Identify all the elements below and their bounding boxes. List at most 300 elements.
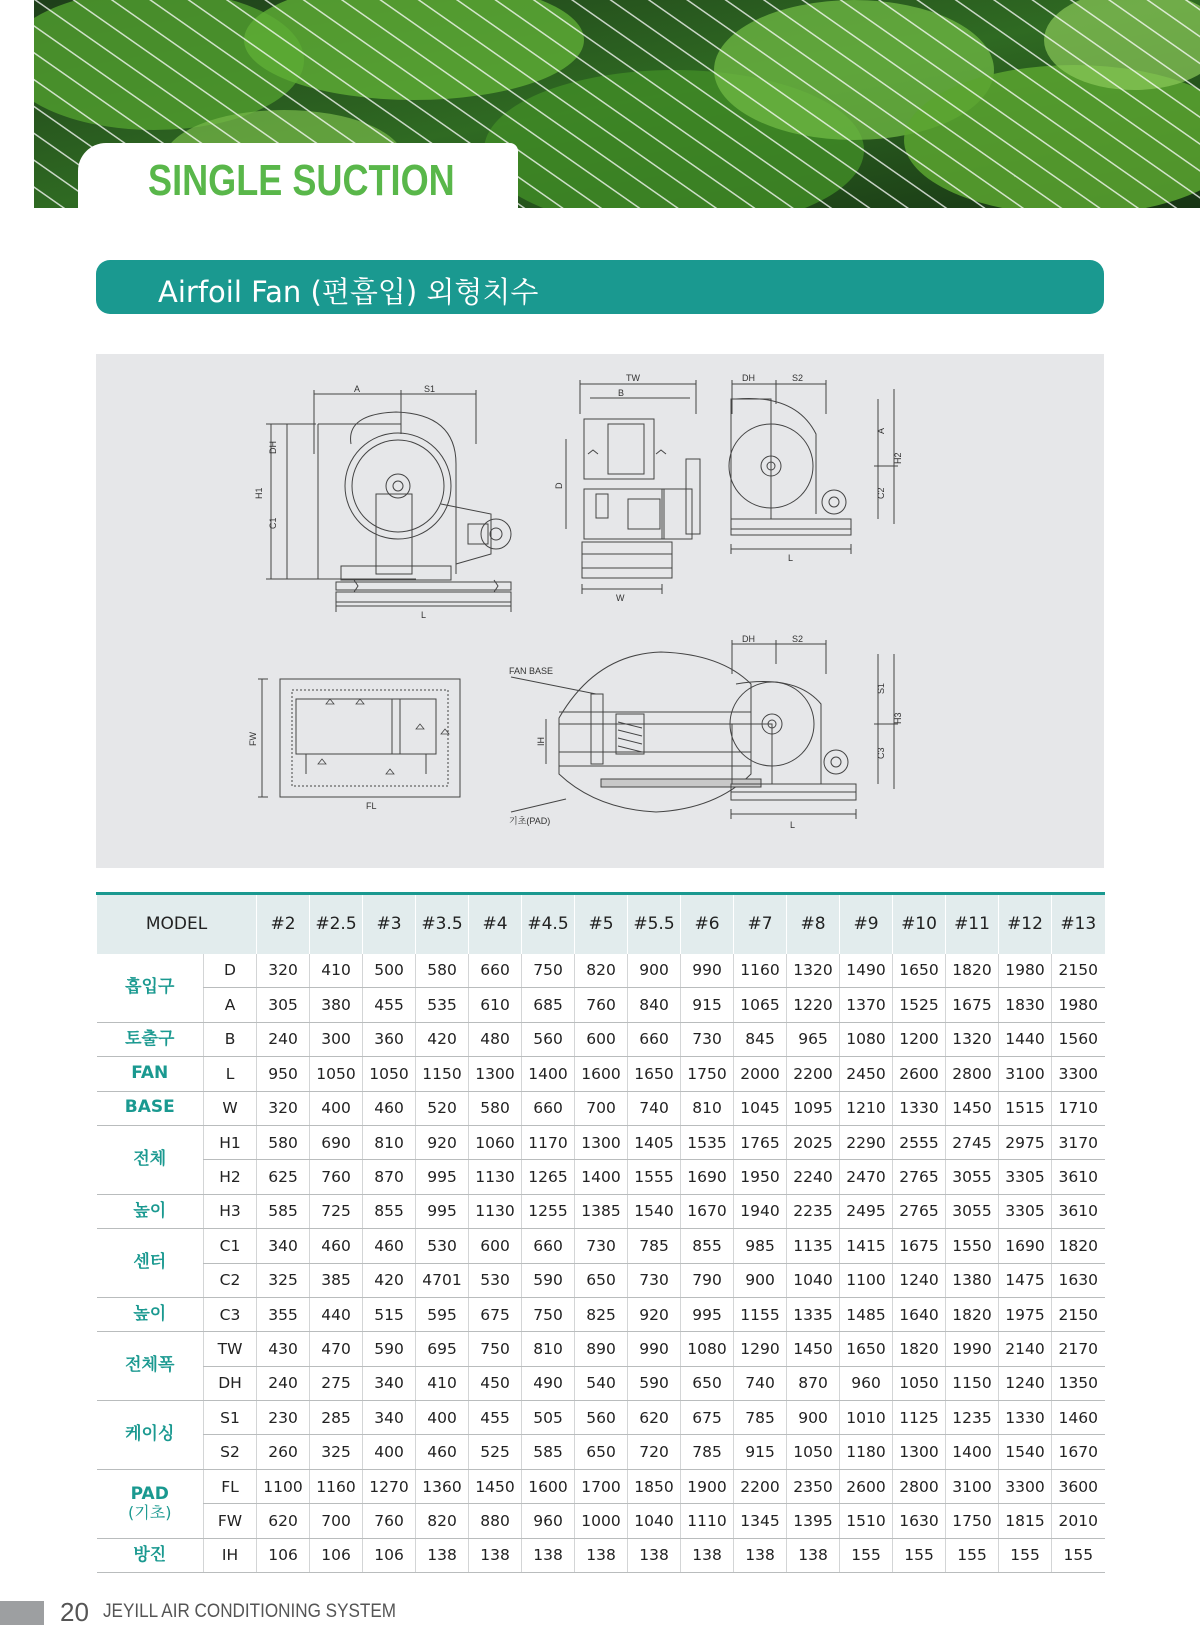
table-cell: 490 bbox=[522, 1366, 575, 1400]
row-category bbox=[97, 1332, 204, 1401]
dim-label-fl: FL bbox=[366, 801, 377, 811]
table-cell: 1750 bbox=[681, 1057, 734, 1091]
table-cell: 3170 bbox=[1052, 1125, 1105, 1159]
table-cell: 1050 bbox=[893, 1366, 946, 1400]
table-cell: 520 bbox=[416, 1091, 469, 1125]
table-cell: 1385 bbox=[575, 1194, 628, 1228]
row-symbol: A bbox=[204, 988, 257, 1022]
table-cell: 1820 bbox=[946, 954, 999, 988]
row-symbol: C2 bbox=[204, 1263, 257, 1297]
table-row bbox=[97, 1469, 1105, 1503]
row-symbol: W bbox=[204, 1091, 257, 1125]
table-cell: 685 bbox=[522, 988, 575, 1022]
table-cell: 1475 bbox=[999, 1263, 1052, 1297]
table-cell: 1235 bbox=[946, 1401, 999, 1435]
table-cell: 660 bbox=[522, 1091, 575, 1125]
table-cell: 1560 bbox=[1052, 1022, 1105, 1056]
table-cell: 155 bbox=[946, 1538, 999, 1572]
table-row bbox=[97, 1160, 1105, 1194]
table-cell: 460 bbox=[416, 1435, 469, 1469]
table-cell: 995 bbox=[416, 1160, 469, 1194]
table-cell: 1690 bbox=[681, 1160, 734, 1194]
table-cell: 660 bbox=[522, 1229, 575, 1263]
table-cell: 420 bbox=[363, 1263, 416, 1297]
table-cell: 760 bbox=[575, 988, 628, 1022]
table-cell: 1670 bbox=[1052, 1435, 1105, 1469]
table-cell: 950 bbox=[257, 1057, 310, 1091]
table-cell: 700 bbox=[575, 1091, 628, 1125]
table-cell: 725 bbox=[310, 1194, 363, 1228]
table-cell: 3055 bbox=[946, 1194, 999, 1228]
table-cell: 1370 bbox=[840, 988, 893, 1022]
row-category-sublabel: (기초) bbox=[128, 1503, 172, 1523]
table-cell: 2200 bbox=[787, 1057, 840, 1091]
table-cell: 155 bbox=[840, 1538, 893, 1572]
table-cell: 2555 bbox=[893, 1125, 946, 1159]
table-cell: 1255 bbox=[522, 1194, 575, 1228]
table-cell: 2470 bbox=[840, 1160, 893, 1194]
fan-base-label: FAN BASE bbox=[509, 666, 554, 676]
table-cell: 1450 bbox=[946, 1091, 999, 1125]
row-category bbox=[97, 1469, 204, 1538]
table-cell: 2765 bbox=[893, 1160, 946, 1194]
table-cell: 480 bbox=[469, 1022, 522, 1056]
table-cell: 2450 bbox=[840, 1057, 893, 1091]
table-cell: 1050 bbox=[310, 1057, 363, 1091]
table-cell: 138 bbox=[575, 1538, 628, 1572]
table-cell: 1110 bbox=[681, 1504, 734, 1538]
table-cell: 106 bbox=[363, 1538, 416, 1572]
model-column-header: #9 bbox=[840, 894, 893, 954]
table-cell: 3610 bbox=[1052, 1194, 1105, 1228]
row-category-label: PAD bbox=[130, 1483, 169, 1504]
table-cell: 440 bbox=[310, 1297, 363, 1331]
row-category-label: 방진 bbox=[133, 1544, 167, 1565]
row-symbol: H3 bbox=[204, 1194, 257, 1228]
row-symbol: B bbox=[204, 1022, 257, 1056]
table-cell: 890 bbox=[575, 1332, 628, 1366]
table-cell: 1490 bbox=[840, 954, 893, 988]
dim-label-h2: H2 bbox=[893, 452, 903, 464]
table-cell: 155 bbox=[999, 1538, 1052, 1572]
table-cell: 590 bbox=[628, 1366, 681, 1400]
dim-label-ih: IH bbox=[536, 737, 546, 746]
table-cell: 720 bbox=[628, 1435, 681, 1469]
table-cell: 810 bbox=[681, 1091, 734, 1125]
table-cell: 2025 bbox=[787, 1125, 840, 1159]
model-column-header: #7 bbox=[734, 894, 787, 954]
table-cell: 138 bbox=[734, 1538, 787, 1572]
table-cell: 560 bbox=[522, 1022, 575, 1056]
table-cell: 1540 bbox=[628, 1194, 681, 1228]
table-cell: 410 bbox=[416, 1366, 469, 1400]
table-cell: 690 bbox=[310, 1125, 363, 1159]
table-row bbox=[97, 988, 1105, 1022]
dim-label-l-2: L bbox=[788, 553, 794, 563]
table-cell: 2600 bbox=[893, 1057, 946, 1091]
table-cell: 2140 bbox=[999, 1332, 1052, 1366]
table-cell: 560 bbox=[575, 1401, 628, 1435]
isolator-detail-drawing bbox=[511, 652, 761, 812]
table-cell: 900 bbox=[787, 1401, 840, 1435]
table-cell: 460 bbox=[363, 1229, 416, 1263]
table-cell: 155 bbox=[1052, 1538, 1105, 1572]
row-symbol: C3 bbox=[204, 1297, 257, 1331]
row-category bbox=[97, 1401, 204, 1470]
dim-label-l-side: L bbox=[421, 610, 427, 620]
table-cell: 470 bbox=[310, 1332, 363, 1366]
row-category bbox=[97, 1194, 204, 1228]
table-cell: 1135 bbox=[787, 1229, 840, 1263]
table-cell: 590 bbox=[522, 1263, 575, 1297]
table-cell: 325 bbox=[310, 1435, 363, 1469]
table-cell: 2495 bbox=[840, 1194, 893, 1228]
table-cell: 1300 bbox=[575, 1125, 628, 1159]
pad-label: 기초(PAD) bbox=[509, 816, 551, 826]
table-cell: 960 bbox=[522, 1504, 575, 1538]
table-cell: 460 bbox=[310, 1229, 363, 1263]
table-cell: 106 bbox=[310, 1538, 363, 1572]
table-row bbox=[97, 1194, 1105, 1228]
table-cell: 1650 bbox=[893, 954, 946, 988]
table-cell: 900 bbox=[734, 1263, 787, 1297]
row-category-label: 센터 bbox=[133, 1252, 167, 1273]
row-category-label: 전체폭 bbox=[125, 1355, 175, 1376]
table-cell: 1150 bbox=[946, 1366, 999, 1400]
table-cell: 810 bbox=[522, 1332, 575, 1366]
table-row bbox=[97, 1332, 1105, 1366]
dimension-drawings bbox=[96, 354, 1104, 868]
row-category bbox=[97, 1229, 204, 1298]
table-cell: 2000 bbox=[734, 1057, 787, 1091]
table-row bbox=[97, 1125, 1105, 1159]
table-cell: 1670 bbox=[681, 1194, 734, 1228]
table-cell: 1335 bbox=[787, 1297, 840, 1331]
table-cell: 1540 bbox=[999, 1435, 1052, 1469]
table-cell: 920 bbox=[416, 1125, 469, 1159]
table-cell: 650 bbox=[575, 1263, 628, 1297]
table-cell: 750 bbox=[522, 954, 575, 988]
table-header-row bbox=[97, 894, 1105, 954]
table-cell: 1040 bbox=[787, 1263, 840, 1297]
table-row bbox=[97, 1297, 1105, 1331]
dim-label-a-2: A bbox=[876, 427, 886, 434]
table-cell: 1525 bbox=[893, 988, 946, 1022]
table-cell: 1380 bbox=[946, 1263, 999, 1297]
dim-label-c2: C2 bbox=[876, 487, 886, 499]
dim-label-dh-2: DH bbox=[742, 373, 755, 383]
model-column-header: #3 bbox=[363, 894, 416, 954]
table-cell: 785 bbox=[628, 1229, 681, 1263]
table-cell: 1460 bbox=[1052, 1401, 1105, 1435]
table-cell: 1675 bbox=[893, 1229, 946, 1263]
row-symbol: DH bbox=[204, 1366, 257, 1400]
table-body bbox=[97, 954, 1105, 1573]
table-row bbox=[97, 1229, 1105, 1263]
dim-label-h3: H3 bbox=[893, 712, 903, 724]
table-cell: 1600 bbox=[522, 1469, 575, 1503]
table-cell: 600 bbox=[575, 1022, 628, 1056]
table-cell: 1690 bbox=[999, 1229, 1052, 1263]
row-symbol: S2 bbox=[204, 1435, 257, 1469]
table-cell: 340 bbox=[257, 1229, 310, 1263]
table-cell: 845 bbox=[734, 1022, 787, 1056]
dim-label-s2-2: S2 bbox=[792, 634, 804, 644]
table-cell: 1210 bbox=[840, 1091, 893, 1125]
dim-label-b: B bbox=[618, 388, 625, 398]
table-cell: 155 bbox=[893, 1538, 946, 1572]
table-row bbox=[97, 1022, 1105, 1056]
table-cell: 625 bbox=[257, 1160, 310, 1194]
row-category bbox=[97, 954, 204, 1023]
table-cell: 455 bbox=[469, 1401, 522, 1435]
row-symbol: L bbox=[204, 1057, 257, 1091]
table-cell: 1980 bbox=[1052, 988, 1105, 1022]
table-cell: 1815 bbox=[999, 1504, 1052, 1538]
table-cell: 1400 bbox=[946, 1435, 999, 1469]
table-cell: 1050 bbox=[787, 1435, 840, 1469]
table-cell: 840 bbox=[628, 988, 681, 1022]
dim-label-s1-2: S1 bbox=[876, 682, 886, 694]
table-row bbox=[97, 954, 1105, 988]
table-cell: 620 bbox=[257, 1504, 310, 1538]
dim-label-c1: C1 bbox=[268, 517, 278, 529]
table-cell: 985 bbox=[734, 1229, 787, 1263]
table-row bbox=[97, 1366, 1105, 1400]
row-category bbox=[97, 1297, 204, 1331]
dim-label-fw: FW bbox=[248, 732, 258, 746]
table-cell: 740 bbox=[628, 1091, 681, 1125]
table-row bbox=[97, 1091, 1105, 1125]
table-cell: 1450 bbox=[469, 1469, 522, 1503]
dim-label-h1: H1 bbox=[254, 487, 264, 499]
table-cell: 915 bbox=[681, 988, 734, 1022]
table-cell: 1850 bbox=[628, 1469, 681, 1503]
row-symbol: H1 bbox=[204, 1125, 257, 1159]
table-cell: 870 bbox=[363, 1160, 416, 1194]
table-cell: 240 bbox=[257, 1022, 310, 1056]
table-cell: 420 bbox=[416, 1022, 469, 1056]
table-cell: 3305 bbox=[999, 1160, 1052, 1194]
model-column-header: #5.5 bbox=[628, 894, 681, 954]
table-cell: 1650 bbox=[628, 1057, 681, 1091]
row-category-label: 흡입구 bbox=[125, 976, 175, 997]
table-cell: 2010 bbox=[1052, 1504, 1105, 1538]
table-cell: 1130 bbox=[469, 1160, 522, 1194]
table-cell: 785 bbox=[681, 1435, 734, 1469]
table-cell: 1675 bbox=[946, 988, 999, 1022]
table-cell: 2240 bbox=[787, 1160, 840, 1194]
dim-label-a: A bbox=[354, 384, 361, 394]
front-view-drawing bbox=[566, 380, 700, 594]
table-cell: 3610 bbox=[1052, 1160, 1105, 1194]
table-cell: 590 bbox=[363, 1332, 416, 1366]
page-title: SINGLE SUCTION bbox=[148, 156, 455, 205]
table-cell: 360 bbox=[363, 1022, 416, 1056]
table-cell: 3055 bbox=[946, 1160, 999, 1194]
table-cell: 675 bbox=[469, 1297, 522, 1331]
table-cell: 785 bbox=[734, 1401, 787, 1435]
dim-label-w: W bbox=[616, 593, 625, 603]
table-cell: 995 bbox=[416, 1194, 469, 1228]
table-cell: 2765 bbox=[893, 1194, 946, 1228]
table-cell: 730 bbox=[575, 1229, 628, 1263]
table-cell: 540 bbox=[575, 1366, 628, 1400]
table-cell: 515 bbox=[363, 1297, 416, 1331]
table-cell: 610 bbox=[469, 988, 522, 1022]
table-row bbox=[97, 1263, 1105, 1297]
table-cell: 1170 bbox=[522, 1125, 575, 1159]
row-symbol: C1 bbox=[204, 1229, 257, 1263]
table-cell: 1940 bbox=[734, 1194, 787, 1228]
dim-label-d: D bbox=[554, 482, 564, 489]
table-cell: 810 bbox=[363, 1125, 416, 1159]
table-cell: 1150 bbox=[416, 1057, 469, 1091]
table-cell: 1200 bbox=[893, 1022, 946, 1056]
table-cell: 138 bbox=[787, 1538, 840, 1572]
table-cell: 1710 bbox=[1052, 1091, 1105, 1125]
table-cell: 1345 bbox=[734, 1504, 787, 1538]
table-cell: 1290 bbox=[734, 1332, 787, 1366]
table-cell: 1600 bbox=[575, 1057, 628, 1091]
table-cell: 855 bbox=[681, 1229, 734, 1263]
model-column-header: #13 bbox=[1052, 894, 1105, 954]
table-cell: 500 bbox=[363, 954, 416, 988]
model-column-header: #10 bbox=[893, 894, 946, 954]
table-cell: 1270 bbox=[363, 1469, 416, 1503]
row-category-label: BASE bbox=[124, 1097, 175, 1118]
table-cell: 400 bbox=[363, 1435, 416, 1469]
table-cell: 4701 bbox=[416, 1263, 469, 1297]
table-cell: 1330 bbox=[893, 1091, 946, 1125]
table-cell: 1160 bbox=[310, 1469, 363, 1503]
table-cell: 1065 bbox=[734, 988, 787, 1022]
row-category bbox=[97, 1022, 204, 1056]
table-cell: 870 bbox=[787, 1366, 840, 1400]
model-column-header: #4.5 bbox=[522, 894, 575, 954]
table-cell: 106 bbox=[257, 1538, 310, 1572]
table-cell: 1160 bbox=[734, 954, 787, 988]
side-view-drawing bbox=[266, 390, 511, 612]
model-column-header: #2 bbox=[257, 894, 310, 954]
table-cell: 385 bbox=[310, 1263, 363, 1297]
table-cell: 1265 bbox=[522, 1160, 575, 1194]
table-cell: 660 bbox=[628, 1022, 681, 1056]
row-symbol: FL bbox=[204, 1469, 257, 1503]
table-cell: 1640 bbox=[893, 1297, 946, 1331]
table-cell: 750 bbox=[469, 1332, 522, 1366]
table-cell: 3100 bbox=[999, 1057, 1052, 1091]
table-cell: 505 bbox=[522, 1401, 575, 1435]
table-cell: 1350 bbox=[1052, 1366, 1105, 1400]
table-cell: 3600 bbox=[1052, 1469, 1105, 1503]
table-cell: 740 bbox=[734, 1366, 787, 1400]
table-cell: 1095 bbox=[787, 1091, 840, 1125]
table-cell: 1830 bbox=[999, 988, 1052, 1022]
table-cell: 2150 bbox=[1052, 954, 1105, 988]
dim-label-tw: TW bbox=[626, 373, 640, 383]
model-column-header: #4 bbox=[469, 894, 522, 954]
table-cell: 410 bbox=[310, 954, 363, 988]
table-cell: 525 bbox=[469, 1435, 522, 1469]
table-cell: 1750 bbox=[946, 1504, 999, 1538]
table-cell: 700 bbox=[310, 1504, 363, 1538]
table-cell: 920 bbox=[628, 1297, 681, 1331]
table-cell: 1300 bbox=[893, 1435, 946, 1469]
table-cell: 2350 bbox=[787, 1469, 840, 1503]
row-category bbox=[97, 1538, 204, 1572]
table-cell: 1400 bbox=[575, 1160, 628, 1194]
table-row bbox=[97, 1504, 1105, 1538]
row-symbol: TW bbox=[204, 1332, 257, 1366]
table-cell: 1240 bbox=[999, 1366, 1052, 1400]
table-cell: 1220 bbox=[787, 988, 840, 1022]
table-cell: 1300 bbox=[469, 1057, 522, 1091]
table-cell: 1820 bbox=[1052, 1229, 1105, 1263]
table-cell: 2200 bbox=[734, 1469, 787, 1503]
row-symbol: IH bbox=[204, 1538, 257, 1572]
table-cell: 1060 bbox=[469, 1125, 522, 1159]
table-cell: 305 bbox=[257, 988, 310, 1022]
table-cell: 1450 bbox=[787, 1332, 840, 1366]
dim-label-l-3: L bbox=[790, 820, 796, 830]
dim-label-dh-3: DH bbox=[742, 634, 755, 644]
table-cell: 1130 bbox=[469, 1194, 522, 1228]
table-cell: 900 bbox=[628, 954, 681, 988]
table-cell: 2800 bbox=[893, 1469, 946, 1503]
table-cell: 320 bbox=[257, 1091, 310, 1125]
table-cell: 1980 bbox=[999, 954, 1052, 988]
row-category-label: FAN bbox=[131, 1063, 169, 1084]
table-cell: 2975 bbox=[999, 1125, 1052, 1159]
table-cell: 3300 bbox=[999, 1469, 1052, 1503]
dim-label-s1: S1 bbox=[424, 384, 436, 394]
footer-bar bbox=[0, 1601, 44, 1625]
table-cell: 260 bbox=[257, 1435, 310, 1469]
model-column-header: #11 bbox=[946, 894, 999, 954]
row-category-label: 높이 bbox=[133, 1303, 167, 1324]
table-cell: 600 bbox=[469, 1229, 522, 1263]
dim-label-s2: S2 bbox=[792, 373, 804, 383]
table-cell: 138 bbox=[416, 1538, 469, 1572]
row-category bbox=[97, 1057, 204, 1091]
table-cell: 1555 bbox=[628, 1160, 681, 1194]
model-column-header: #2.5 bbox=[310, 894, 363, 954]
table-cell: 320 bbox=[257, 954, 310, 988]
table-cell: 1010 bbox=[840, 1401, 893, 1435]
model-column-header: #12 bbox=[999, 894, 1052, 954]
table-cell: 1820 bbox=[893, 1332, 946, 1366]
dim-label-dh: DH bbox=[268, 441, 278, 454]
rear-view-h3-drawing bbox=[730, 640, 898, 819]
table-cell: 138 bbox=[522, 1538, 575, 1572]
model-column-header: #6 bbox=[681, 894, 734, 954]
model-column-header: #8 bbox=[787, 894, 840, 954]
table-cell: 580 bbox=[469, 1091, 522, 1125]
section-title: Airfoil Fan (편흡입) 외형치수 bbox=[158, 275, 539, 309]
table-cell: 1330 bbox=[999, 1401, 1052, 1435]
table-cell: 730 bbox=[681, 1022, 734, 1056]
row-symbol: FW bbox=[204, 1504, 257, 1538]
table-cell: 230 bbox=[257, 1401, 310, 1435]
table-cell: 285 bbox=[310, 1401, 363, 1435]
table-cell: 1550 bbox=[946, 1229, 999, 1263]
table-cell: 2170 bbox=[1052, 1332, 1105, 1366]
table-cell: 580 bbox=[257, 1125, 310, 1159]
table-cell: 138 bbox=[469, 1538, 522, 1572]
table-cell: 695 bbox=[416, 1332, 469, 1366]
table-cell: 3305 bbox=[999, 1194, 1052, 1228]
